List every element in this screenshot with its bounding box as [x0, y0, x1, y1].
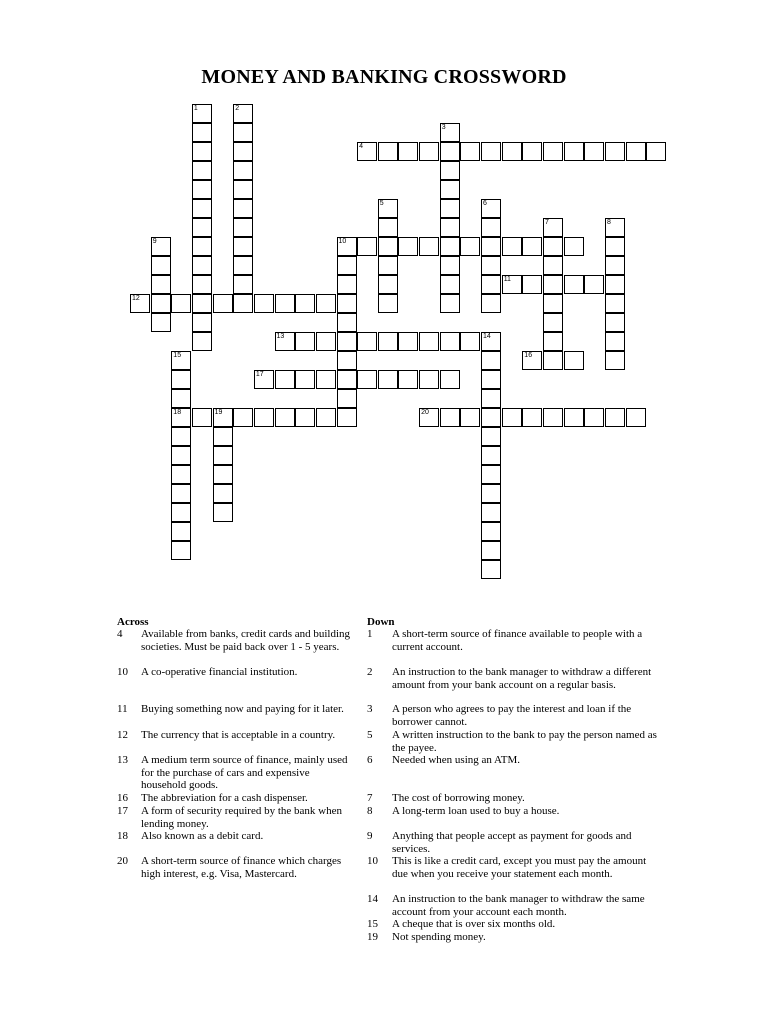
grid-cell[interactable] — [605, 408, 625, 427]
clue-item-text: An instruction to the bank manager to withdraw the same account from your account each month. — [392, 893, 645, 918]
grid-cell[interactable] — [275, 294, 295, 313]
grid-cell[interactable] — [543, 256, 563, 275]
grid-cell[interactable] — [192, 332, 212, 351]
grid-cell[interactable] — [316, 370, 336, 389]
grid-cell[interactable] — [440, 123, 460, 142]
grid-cell[interactable] — [337, 313, 357, 332]
grid-cell[interactable] — [337, 351, 357, 370]
clue-item-text: Available from banks, credit cards and building societies. Must be paid back over 1 - 5 years. — [141, 628, 351, 653]
grid-cell[interactable] — [584, 275, 604, 294]
grid-cell[interactable] — [564, 142, 584, 161]
grid-cell[interactable] — [481, 275, 501, 294]
grid-cell[interactable] — [378, 256, 398, 275]
grid-cell[interactable] — [440, 199, 460, 218]
grid-cell[interactable] — [233, 161, 253, 180]
grid-cell[interactable] — [171, 541, 191, 560]
grid-cell[interactable] — [378, 332, 398, 351]
clue-number: 19 — [214, 409, 223, 416]
clue-item-text: A medium term source of finance, mainly used for the purchase of cars and expensive household goods. — [141, 754, 348, 792]
grid-cell[interactable] — [605, 351, 625, 370]
grid-cell[interactable] — [233, 123, 253, 142]
clue-item-number: 15 — [367, 918, 378, 930]
grid-cell[interactable] — [378, 237, 398, 256]
down-clues — [367, 616, 657, 943]
grid-cell[interactable] — [192, 142, 212, 161]
grid-cell[interactable] — [171, 294, 191, 313]
grid-cell[interactable] — [481, 408, 501, 427]
grid-cell[interactable] — [522, 142, 542, 161]
grid-cell[interactable] — [233, 180, 253, 199]
grid-cell[interactable] — [605, 142, 625, 161]
clue-item-text: A short-term source of finance which charges high interest, e.g. Visa, Mastercard. — [141, 855, 342, 880]
clue-item-text: The abbreviation for a cash dispenser. — [141, 792, 308, 804]
clue-item-text: A short-term source of finance available to people with a current account. — [392, 628, 643, 653]
grid-cell[interactable] — [254, 294, 274, 313]
clue-item-number: 7 — [367, 792, 373, 804]
clue-item-number: 18 — [117, 830, 128, 842]
grid-cell[interactable] — [151, 237, 171, 256]
grid-cell[interactable] — [233, 408, 253, 427]
grid-cell[interactable] — [543, 275, 563, 294]
grid-cell[interactable] — [213, 427, 233, 446]
grid-cell[interactable] — [398, 142, 418, 161]
grid-cell[interactable] — [440, 237, 460, 256]
grid-cell[interactable] — [481, 427, 501, 446]
clue-number: 8 — [607, 219, 611, 226]
grid-cell[interactable] — [192, 104, 212, 123]
grid-cell[interactable] — [213, 484, 233, 503]
clue-number: 17 — [255, 371, 264, 378]
clue-item-number: 6 — [367, 754, 373, 766]
grid-cell[interactable] — [440, 256, 460, 275]
grid-cell[interactable] — [460, 142, 480, 161]
grid-cell[interactable] — [233, 237, 253, 256]
grid-cell[interactable] — [481, 446, 501, 465]
grid-cell[interactable] — [357, 332, 377, 351]
clue-item-number: 13 — [117, 754, 128, 766]
clue-number: 6 — [483, 200, 487, 207]
clue-number: 1 — [193, 105, 198, 112]
grid-cell[interactable] — [378, 218, 398, 237]
clue-item-text: A person who agrees to pay the interest and loan if the borrower cannot. — [392, 703, 632, 728]
clue-item-text: Not spending money. — [392, 931, 486, 943]
grid-cell[interactable] — [481, 218, 501, 237]
clue-item-number: 1 — [367, 628, 373, 640]
clue-item-text: This is like a credit card, except you must pay the amount due when you receive your statement each month. — [392, 855, 647, 880]
grid-cell[interactable] — [337, 256, 357, 275]
clue-item-text: A form of security required by the bank when lending money. — [141, 805, 342, 830]
grid-cell[interactable] — [564, 275, 584, 294]
grid-cell[interactable] — [378, 294, 398, 313]
grid-cell[interactable] — [605, 256, 625, 275]
grid-cell[interactable] — [213, 408, 233, 427]
grid-cell[interactable] — [481, 199, 501, 218]
grid-cell[interactable] — [543, 332, 563, 351]
grid-cell[interactable] — [398, 332, 418, 351]
clue-item-number: 20 — [117, 855, 128, 867]
grid-cell[interactable] — [481, 332, 501, 351]
grid-cell[interactable] — [171, 389, 191, 408]
grid-cell[interactable] — [481, 351, 501, 370]
clue-number: 4 — [359, 143, 363, 150]
grid-cell[interactable] — [171, 503, 191, 522]
clue-item-number: 4 — [117, 628, 123, 640]
grid-cell[interactable] — [275, 370, 295, 389]
grid-cell[interactable] — [398, 370, 418, 389]
grid-cell[interactable] — [646, 142, 666, 161]
clue-number: 14 — [483, 333, 491, 340]
grid-cell[interactable] — [295, 370, 315, 389]
grid-cell[interactable] — [419, 370, 439, 389]
grid-cell[interactable] — [481, 503, 501, 522]
clue-item-text: The currency that is acceptable in a country. — [141, 729, 336, 741]
clue-number: 20 — [421, 409, 429, 416]
grid-cell[interactable] — [481, 560, 501, 579]
clue-number: 3 — [441, 124, 446, 131]
grid-cell[interactable] — [543, 313, 563, 332]
grid-cell[interactable] — [440, 370, 460, 389]
grid-cell[interactable] — [233, 218, 253, 237]
clue-item-text: Buying something now and paying for it later. — [141, 703, 344, 715]
grid-cell[interactable] — [171, 351, 191, 370]
grid-cell[interactable] — [419, 332, 439, 351]
grid-cell[interactable] — [626, 142, 646, 161]
grid-cell[interactable] — [213, 446, 233, 465]
clue-item-number: 5 — [367, 729, 373, 741]
grid-cell[interactable] — [316, 294, 336, 313]
clue-item-text: A long-term loan used to buy a house. — [392, 805, 560, 817]
grid-cell[interactable] — [481, 484, 501, 503]
grid-cell[interactable] — [192, 408, 212, 427]
grid-cell[interactable] — [130, 294, 150, 313]
clue-item-text: A cheque that is over six months old. — [392, 918, 556, 930]
clue-number: 13 — [276, 333, 285, 340]
grid-cell[interactable] — [378, 370, 398, 389]
grid-cell[interactable] — [419, 237, 439, 256]
grid-cell[interactable] — [378, 142, 398, 161]
grid-cell[interactable] — [192, 218, 212, 237]
clue-number: 10 — [338, 238, 347, 245]
clue-item-number: 11 — [117, 703, 128, 715]
grid-cell[interactable] — [337, 370, 357, 389]
grid-cell[interactable] — [584, 408, 604, 427]
grid-cell[interactable] — [233, 294, 253, 313]
grid-cell[interactable] — [605, 313, 625, 332]
grid-cell[interactable] — [337, 237, 357, 256]
grid-cell[interactable] — [275, 408, 295, 427]
grid-cell[interactable] — [171, 465, 191, 484]
grid-cell[interactable] — [213, 294, 233, 313]
clue-number: 11 — [503, 276, 511, 283]
clue-number: 9 — [152, 238, 157, 245]
grid-cell[interactable] — [171, 408, 191, 427]
grid-cell[interactable] — [481, 142, 501, 161]
grid-cell[interactable] — [295, 332, 315, 351]
grid-cell[interactable] — [543, 218, 563, 237]
grid-cell[interactable] — [543, 408, 563, 427]
grid-cell[interactable] — [192, 161, 212, 180]
grid-cell[interactable] — [564, 408, 584, 427]
grid-cell[interactable] — [605, 218, 625, 237]
grid-cell[interactable] — [481, 389, 501, 408]
grid-cell[interactable] — [378, 199, 398, 218]
grid-cell[interactable] — [192, 123, 212, 142]
grid-cell[interactable] — [626, 408, 646, 427]
grid-cell[interactable] — [295, 408, 315, 427]
grid-cell[interactable] — [543, 237, 563, 256]
clue-item-number: 17 — [117, 805, 128, 817]
grid-cell[interactable] — [295, 294, 315, 313]
grid-cell[interactable] — [233, 256, 253, 275]
grid-cell[interactable] — [481, 237, 501, 256]
clue-number: 5 — [379, 200, 384, 207]
grid-cell[interactable] — [337, 332, 357, 351]
clue-item-text: A written instruction to the bank to pay the person named as the payee. — [392, 729, 657, 754]
clue-number: 2 — [235, 105, 240, 112]
grid-cell[interactable] — [337, 389, 357, 408]
grid-cell[interactable] — [481, 465, 501, 484]
clue-item-text: Anything that people accept as payment for goods and services. — [392, 830, 632, 855]
grid-cell[interactable] — [171, 446, 191, 465]
clue-item-number: 12 — [117, 729, 128, 741]
grid-cell[interactable] — [522, 351, 542, 370]
grid-cell[interactable] — [522, 237, 542, 256]
grid-cell[interactable] — [522, 408, 542, 427]
grid-cell[interactable] — [171, 427, 191, 446]
grid-cell[interactable] — [171, 370, 191, 389]
grid-cell[interactable] — [357, 370, 377, 389]
grid-cell[interactable] — [543, 142, 563, 161]
grid-cell[interactable] — [605, 275, 625, 294]
grid-cell[interactable] — [275, 332, 295, 351]
grid-cell[interactable] — [192, 237, 212, 256]
clue-item-number: 2 — [367, 666, 373, 678]
grid-cell[interactable] — [605, 332, 625, 351]
clue-item-number: 19 — [367, 931, 378, 943]
grid-cell[interactable] — [398, 237, 418, 256]
clue-item-number: 10 — [117, 666, 128, 678]
grid-cell[interactable] — [192, 313, 212, 332]
grid-cell[interactable] — [564, 237, 584, 256]
grid-cell[interactable] — [440, 332, 460, 351]
grid-cell[interactable] — [337, 275, 357, 294]
grid-cell[interactable] — [419, 142, 439, 161]
grid-cell[interactable] — [192, 275, 212, 294]
grid-cell[interactable] — [316, 408, 336, 427]
grid-cell[interactable] — [254, 408, 274, 427]
grid-cell[interactable] — [233, 104, 253, 123]
grid-cell[interactable] — [151, 294, 171, 313]
clue-item-number: 16 — [117, 792, 128, 804]
grid-cell[interactable] — [440, 408, 460, 427]
grid-cell[interactable] — [460, 332, 480, 351]
grid-cell[interactable] — [543, 351, 563, 370]
down-heading: Down — [367, 616, 395, 628]
across-heading: Across — [117, 616, 149, 628]
grid-cell[interactable] — [543, 294, 563, 313]
grid-cell[interactable] — [213, 503, 233, 522]
clue-number: 16 — [524, 352, 533, 359]
grid-cell[interactable] — [502, 275, 522, 294]
grid-cell[interactable] — [605, 237, 625, 256]
clue-number: 18 — [173, 409, 182, 416]
grid-cell[interactable] — [440, 275, 460, 294]
grid-cell[interactable] — [481, 541, 501, 560]
grid-cell[interactable] — [481, 370, 501, 389]
grid-cell[interactable] — [605, 294, 625, 313]
grid-cell[interactable] — [481, 522, 501, 541]
grid-cell[interactable] — [171, 522, 191, 541]
grid-cell[interactable] — [233, 142, 253, 161]
across-clues — [117, 616, 357, 880]
grid-cell[interactable] — [337, 408, 357, 427]
clue-item-text: The cost of borrowing money. — [392, 792, 525, 804]
page-title: MONEY AND BANKING CROSSWORD — [201, 66, 567, 88]
grid-cell[interactable] — [440, 218, 460, 237]
grid-cell[interactable] — [151, 313, 171, 332]
grid-cell[interactable] — [564, 351, 584, 370]
clue-item-text: Also known as a debit card. — [141, 830, 264, 842]
grid-cell[interactable] — [440, 294, 460, 313]
clue-number: 7 — [545, 219, 549, 226]
grid-cell[interactable] — [378, 275, 398, 294]
grid-cell[interactable] — [337, 294, 357, 313]
grid-cell[interactable] — [460, 237, 480, 256]
clue-item-number: 8 — [367, 805, 373, 817]
clue-item-text: A co-operative financial institution. — [141, 666, 298, 678]
grid-cell[interactable] — [213, 465, 233, 484]
clue-number: 15 — [173, 352, 182, 359]
clue-item-text: An instruction to the bank manager to withdraw a different amount from your bank account on a regular basis. — [392, 666, 652, 691]
grid-cell[interactable] — [440, 180, 460, 199]
grid-cell[interactable] — [171, 484, 191, 503]
grid-cell[interactable] — [192, 180, 212, 199]
clue-item-number: 10 — [367, 855, 378, 867]
grid-cell[interactable] — [419, 408, 439, 427]
grid-cell[interactable] — [192, 256, 212, 275]
grid-cell[interactable] — [233, 199, 253, 218]
grid-cell[interactable] — [316, 332, 336, 351]
grid-cell[interactable] — [481, 294, 501, 313]
grid-cell[interactable] — [233, 275, 253, 294]
grid-cell[interactable] — [192, 199, 212, 218]
grid-cell[interactable] — [357, 142, 377, 161]
grid-cell[interactable] — [357, 237, 377, 256]
clue-number: 12 — [132, 295, 140, 302]
grid-cell[interactable] — [502, 142, 522, 161]
grid-cell[interactable] — [502, 237, 522, 256]
grid-cell[interactable] — [192, 294, 212, 313]
clue-item-number: 14 — [367, 893, 378, 905]
grid-cell[interactable] — [440, 142, 460, 161]
grid-cell[interactable] — [460, 408, 480, 427]
grid-cell[interactable] — [481, 256, 501, 275]
clue-item-number: 3 — [367, 703, 373, 715]
grid-cell[interactable] — [502, 408, 522, 427]
clue-item-text: Needed when using an ATM. — [392, 754, 521, 766]
grid-cell[interactable] — [584, 142, 604, 161]
grid-cell[interactable] — [254, 370, 274, 389]
grid-cell[interactable] — [522, 275, 542, 294]
grid-cell[interactable] — [151, 256, 171, 275]
grid-cell[interactable] — [151, 275, 171, 294]
clue-item-number: 9 — [367, 830, 373, 842]
grid-cell[interactable] — [440, 161, 460, 180]
